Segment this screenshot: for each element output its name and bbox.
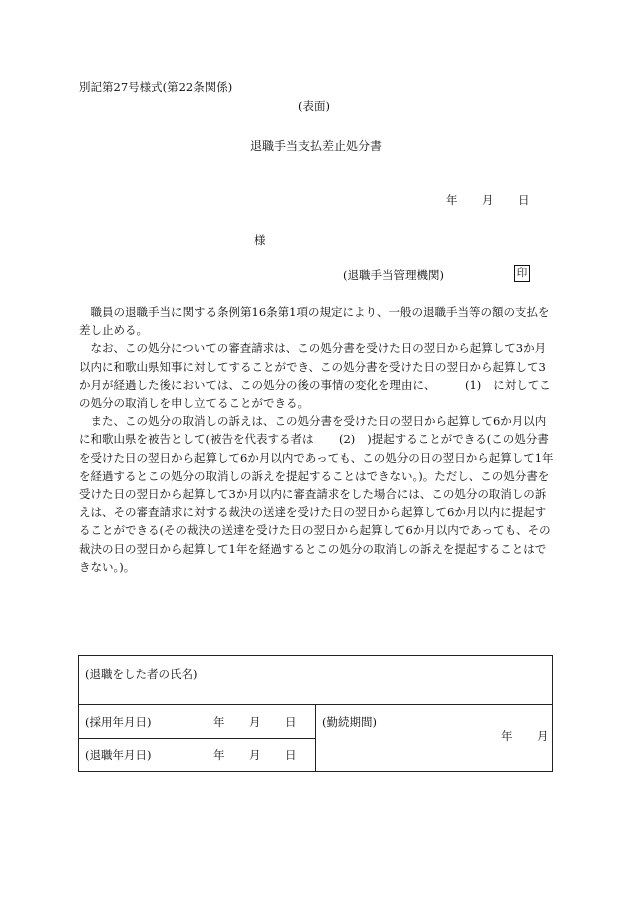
employee-info-table — [78, 655, 553, 772]
retire-date-label: (退職年月日) — [85, 748, 152, 762]
seal-mark: 印 — [514, 265, 530, 282]
hire-date-label: (採用年月日) — [85, 715, 152, 729]
service-year-label: 年 — [501, 729, 513, 743]
date-month-label: 月 — [482, 193, 494, 207]
name-cell — [79, 656, 552, 705]
retire-year-label: 年 — [213, 748, 225, 762]
issue-date — [446, 192, 530, 208]
body-paragraph-1: 職員の退職手当に関する条例第16条第1項の規定により、一般の退職手当等の額の支払を差し止める。 — [79, 305, 550, 338]
retire-month-label: 月 — [249, 748, 261, 762]
paragraph-3-text-b: )提起することができる(この処分書を受けた日の翌日から起算して6か月以内であっても、この処分の日の翌日から起算して1年を経過するとこの処分の取消しの訴えを提起することはできない。)。ただし、この処分書を受けた日の翌日から起算して3か月以内に審査請求をした場合には、この処分の取消しの訴えは、その審査請求に対する裁決の送達を受けた日の翌日から起算して6か月以内に提起することができる(その裁決の送達を受けた日の翌日から起算して6か月以内であっても、その裁決の日の翌日から起算して1年を経過するとこの処分の取消しの訴えを提起することはできない。)。 — [79, 432, 554, 574]
hire-month-label: 月 — [249, 715, 261, 729]
service-period-cell — [316, 705, 552, 771]
document-title: 退職手当支払差止処分書 — [250, 139, 383, 153]
blank-1: (1) — [465, 377, 482, 392]
name-label: (退職をした者の氏名) — [85, 667, 198, 681]
retire-date-cell — [79, 739, 316, 771]
date-year-label: 年 — [446, 193, 458, 207]
body-paragraph-3 — [79, 412, 554, 576]
hire-date-ymd — [213, 714, 297, 730]
service-month-label: 月 — [537, 729, 549, 743]
body-paragraph-2 — [79, 339, 554, 412]
form-reference: 別記第27号様式(第22条関係) — [79, 80, 233, 94]
paragraph-2-text-b: に対してこの処分の取消しを申し立てることができる。 — [79, 377, 551, 411]
service-period-label: (勤続期間) — [322, 715, 377, 729]
paragraph-3-text-a: また、この処分の取消しの訴えは、この処分書を受けた日の翌日から起算して6か月以内に和歌山県を被告として(被告を代表する者は — [79, 414, 547, 447]
blank-2: (2) — [338, 432, 356, 447]
service-period-ym — [501, 728, 549, 744]
hire-day-label: 日 — [285, 715, 297, 729]
addressee-honorific: 様 — [254, 233, 266, 247]
retire-day-label: 日 — [285, 748, 297, 762]
paragraph-2-text-a: なお、この処分についての審査請求は、この処分書を受けた日の翌日から起算して3か月以内に和歌山県知事に対してすることができ、この処分書を受けた日の翌日から起算して3か月が経過した後においては、この処分の後の事情の変化を理由に、 — [79, 341, 547, 392]
hire-year-label: 年 — [213, 715, 225, 729]
date-day-label: 日 — [518, 193, 530, 207]
issuer-label: (退職手当管理機関) — [343, 268, 444, 282]
document-body — [79, 303, 554, 576]
hire-date-cell — [79, 705, 316, 739]
retire-date-ymd — [213, 747, 297, 763]
face-label: (表面) — [298, 99, 330, 113]
